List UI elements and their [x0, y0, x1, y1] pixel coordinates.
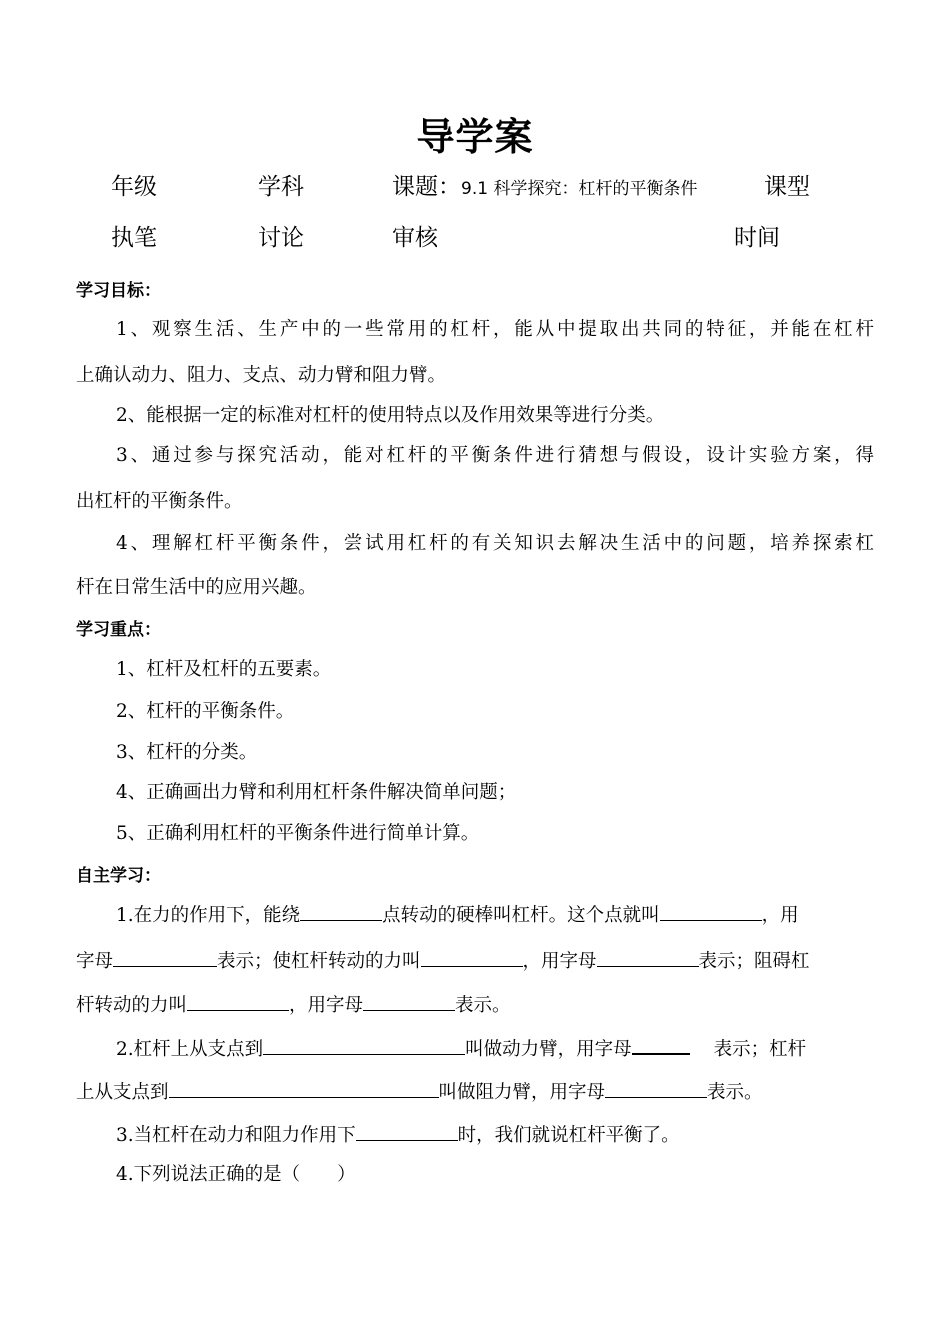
- lesson-type-label: 课型: [764, 174, 810, 200]
- fill-blank[interactable]: [363, 992, 455, 1011]
- question-1-line-2: [76, 948, 810, 976]
- question-text: 表示；阻碍杠: [698, 951, 810, 972]
- key-point-item: 1、杠杆及杠杆的五要素。: [116, 659, 332, 680]
- fill-blank[interactable]: [632, 1035, 690, 1055]
- fill-blank[interactable]: [169, 1079, 439, 1098]
- key-point-item: 2、杠杆的平衡条件。: [116, 701, 295, 722]
- question-text: 2.杠杆上从支点到: [116, 1039, 264, 1060]
- question-text: 表示；使杠杆转动的力叫: [217, 951, 421, 972]
- question-2-line-1: [116, 1035, 806, 1064]
- objective-line: 3、通过参与探究活动，能对杠杆的平衡条件进行猜想与假设，设计实验方案，得: [116, 445, 874, 466]
- fill-blank[interactable]: [597, 948, 699, 967]
- question-text: ，用: [761, 905, 799, 926]
- objective-line: 2、能根据一定的标准对杠杆的使用特点以及作用效果等进行分类。: [116, 405, 665, 426]
- question-1-line-1: [116, 902, 799, 930]
- question-2-line-2: [76, 1079, 763, 1107]
- question-1-line-3: [76, 992, 511, 1020]
- question-text: 上从支点到: [76, 1082, 169, 1103]
- objective-line: 4、理解杠杆平衡条件，尝试用杠杆的有关知识去解决生活中的问题，培养探索杠: [116, 533, 874, 554]
- discussion-label: 讨论: [258, 225, 304, 251]
- fill-blank[interactable]: [356, 1122, 458, 1141]
- question-text: 叫做动力臂，用字母: [465, 1039, 632, 1060]
- question-text: 字母: [76, 951, 114, 972]
- question-text: 表示。: [707, 1082, 763, 1103]
- review-label: 审核: [392, 225, 438, 251]
- question-text: 1.在力的作用下，能绕: [116, 905, 301, 926]
- objective-line: 上确认动力、阻力、支点、动力臂和阻力臂。: [76, 365, 447, 386]
- objective-line: 出杠杆的平衡条件。: [76, 491, 243, 512]
- subject-label: 学科: [258, 174, 304, 200]
- question-text: 表示。: [455, 995, 511, 1016]
- fill-blank[interactable]: [605, 1079, 707, 1098]
- objective-line: 1、观察生活、生产中的一些常用的杠杆，能从中提取出共同的特征，并能在杠杆: [116, 319, 874, 340]
- page-title: 导学案: [416, 115, 534, 159]
- question-text: 表示；杠杆: [713, 1039, 807, 1060]
- key-point-item: 4、正确画出力臂和利用杠杆条件解决简单问题；: [116, 782, 517, 803]
- fill-blank[interactable]: [113, 948, 217, 967]
- question-text: 杆转动的力叫: [76, 995, 188, 1016]
- question-text: 时，我们就说杠杆平衡了。: [457, 1125, 680, 1146]
- question-3-line: [116, 1122, 680, 1150]
- objectives-heading: 学习目标：: [76, 281, 161, 301]
- self-study-heading: 自主学习：: [76, 866, 161, 886]
- fill-blank[interactable]: [263, 1036, 465, 1055]
- topic-text: 9.1 科学探究：杠杆的平衡条件: [461, 179, 698, 199]
- question-text: 点转动的硬棒叫杠杆。这个点就叫: [382, 905, 660, 926]
- key-point-item: 3、杠杆的分类。: [116, 742, 258, 763]
- fill-blank[interactable]: [421, 948, 523, 967]
- objective-line: 杆在日常生活中的应用兴趣。: [76, 577, 317, 598]
- key-points-heading: 学习重点：: [76, 620, 161, 640]
- grade-label: 年级: [111, 174, 157, 200]
- fill-blank[interactable]: [300, 902, 382, 921]
- question-text: 叫做阻力臂，用字母: [438, 1082, 606, 1103]
- topic-field: [392, 172, 697, 204]
- question-text: 3.当杠杆在动力和阻力作用下: [116, 1125, 356, 1146]
- time-label: 时间: [734, 225, 780, 251]
- fill-blank[interactable]: [187, 992, 289, 1011]
- fill-blank[interactable]: [660, 902, 762, 921]
- question-text: ，用字母: [289, 995, 364, 1016]
- question-text: ，用字母: [522, 951, 597, 972]
- author-label: 执笔: [111, 225, 157, 251]
- key-point-item: 5、正确利用杠杆的平衡条件进行简单计算。: [116, 823, 480, 844]
- question-4-line: 4.下列说法正确的是（ ）: [116, 1164, 356, 1185]
- topic-label: 课题：: [392, 174, 461, 200]
